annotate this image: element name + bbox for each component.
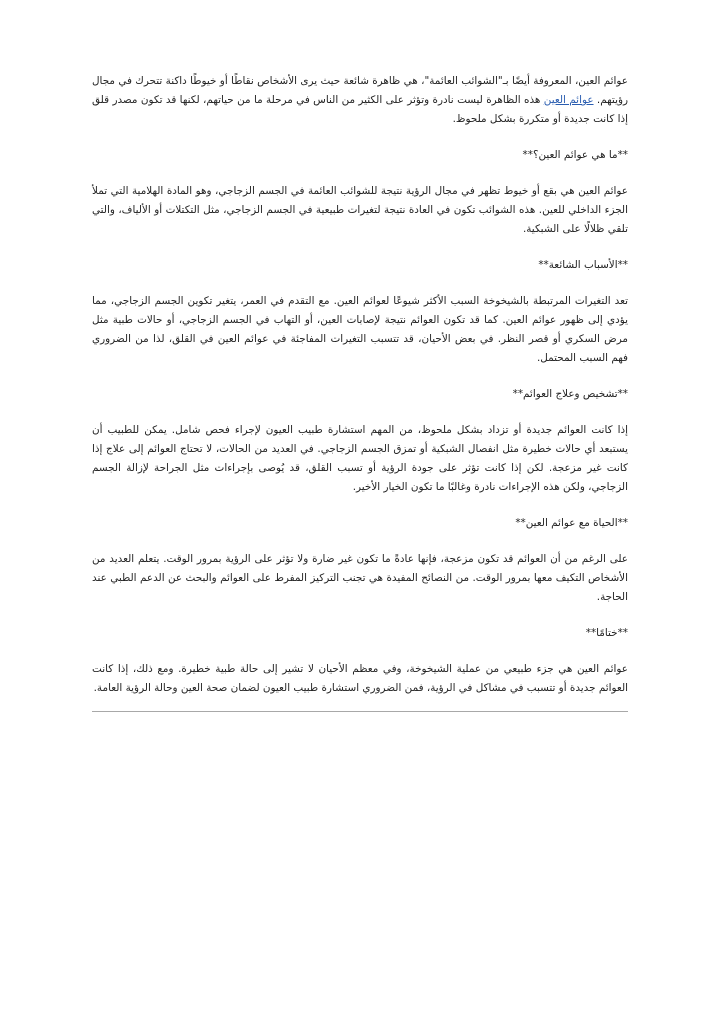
horizontal-rule (92, 711, 628, 712)
section-body-diagnosis-treatment: إذا كانت العوائم جديدة أو تزداد بشكل ملحوظ، من المهم استشارة طبيب العيون لإجراء فحص شامل. يمكن للطبيب أن يستبعد أي حالات خطيرة مثل انفصال الشبكية أو تمزق الجسم الزجاجي. في العديد من الحالات، لا تحتاج العوائم إلى علاج إذا كانت غير مزعجة. لكن إذا كانت تؤثر على جودة الرؤية أو تسبب القلق، قد يُوصى بإجراءات مثل الجراحة لإزالة الجسم الزجاجي، ولكن هذه الإجراءات نادرة وغالبًا ما تكون الخيار الأخير. (92, 424, 628, 493)
section-body-what-are-floaters: عوائم العين هي بقع أو خيوط تظهر في مجال الرؤية نتيجة للشوائب العائمة في الجسم الزجاجي، وهو المادة الهلامية التي تملأ الجزء الداخلي للعين. هذه الشوائب تكون في العادة نتيجة لتغيرات طبيعية في الجسم الزجاجي، مثل التكتلات أو الألياف، والتي تلقي ظلالًا على الشبكية. (92, 185, 628, 235)
section-heading-common-causes: **الأسباب الشائعة** (538, 259, 628, 271)
section-heading-what-are-floaters: **ما هي عوائم العين؟** (522, 149, 628, 161)
section-heading-conclusion: **ختامًا** (585, 627, 628, 639)
section-body-common-causes: تعد التغيرات المرتبطة بالشيخوخة السبب الأكثر شيوعًا لعوائم العين. مع التقدم في العمر، يتغير تكوين الجسم الزجاجي، مما يؤدي إلى ظهور عوائم العين. كما قد تكون العوائم نتيجة لإصابات العين، أو التهاب في الجسم الزجاجي، أو حالات طبية مثل مرض السكري أو قصر النظر. في بعض الأحيان، قد تتسبب التغيرات المفاجئة في عوائم العين في القلق، لذا من الضروري فهم السبب المحتمل. (92, 295, 628, 364)
article (92, 72, 628, 715)
eye-floaters-link[interactable]: عوائم العين (543, 94, 594, 106)
section-body-conclusion: عوائم العين هي جزء طبيعي من عملية الشيخوخة، وفي معظم الأحيان لا تشير إلى حالة طبية خطيرة. ومع ذلك، إذا كانت العوائم جديدة أو تتسبب في مشاكل في الرؤية، فمن الضروري استشارة طبيب العيون لضمان صحة العين وحالة الرؤية العامة. (92, 663, 628, 694)
section-heading-living-with-floaters: **الحياة مع عوائم العين** (515, 517, 628, 529)
intro-text-part1: عوائم العين، المعروفة أيضًا بـ"الشوائب العائمة"، هي ظاهرة شائعة حيث يرى الأشخاص نقاطًا أو خيوطًا داكنة تتحرك في مجال رؤيتهم. (92, 75, 628, 106)
section-body-living-with-floaters: على الرغم من أن العوائم قد تكون مزعجة، فإنها عادةً ما تكون غير ضارة ولا تؤثر على الرؤية بمرور الوقت. يتعلم العديد من الأشخاص التكيف معها بمرور الوقت. من النصائح المفيدة هي تجنب التركيز المفرط على العوائم والبحث عن الدعم الطبي عند الحاجة. (92, 553, 628, 603)
intro-paragraph (92, 72, 628, 129)
section-heading-diagnosis-treatment: **تشخيص وعلاج العوائم** (512, 388, 628, 400)
intro-text-part2: هذه الظاهرة ليست نادرة وتؤثر على الكثير من الناس في مرحلة ما من حياتهم، لكنها قد تكون مصدر قلق إذا كانت جديدة أو متكررة بشكل ملحوظ. (92, 94, 628, 125)
